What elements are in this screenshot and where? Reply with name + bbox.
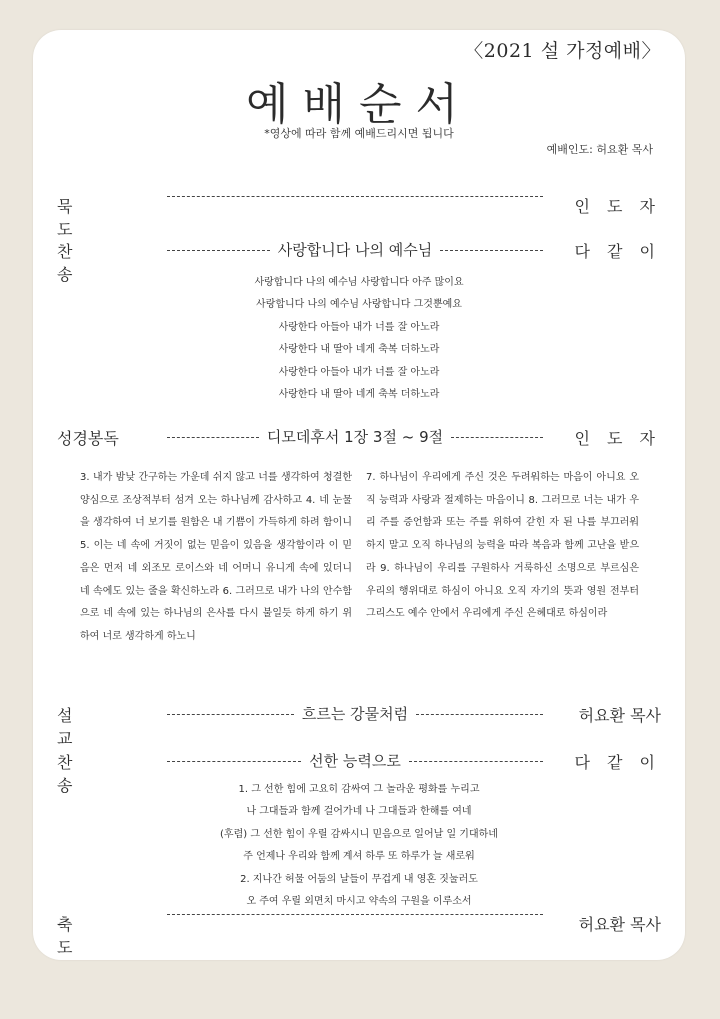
order-label: 설 교	[57, 706, 102, 748]
page-title: 예배순서	[245, 79, 472, 130]
order-performer: 다 같 이	[574, 753, 661, 772]
lyric-line: 1. 그 선한 힘에 고요히 감싸여 그 놀라운 평화를 누리고	[238, 784, 480, 795]
order-label: 축 도	[57, 915, 102, 957]
dotted-leader	[167, 703, 543, 724]
order-performer: 허요환 목사	[578, 915, 661, 934]
lyric-line: 사랑한다 내 딸아 네게 축복 더하노라	[278, 344, 440, 356]
order-performer: 인 도 자	[574, 429, 661, 448]
order-item-scripture	[33, 426, 685, 452]
dotted-leader	[167, 194, 543, 197]
dotted-leader	[167, 912, 543, 915]
lyric-line: 사랑한다 아들아 내가 너를 잘 아노라	[278, 366, 440, 378]
order-performer: 다 같 이	[574, 242, 661, 261]
hymn-2-lyrics	[33, 779, 685, 913]
order-label: 찬 송	[57, 753, 102, 795]
hymn-1-lyrics	[33, 272, 685, 406]
lyric-line: 사랑한다 아들아 내가 너를 잘 아노라	[278, 321, 440, 333]
order-performer: 허요환 목사	[578, 706, 661, 725]
order-item-silent-prayer	[33, 194, 685, 239]
lyric-line: (후렴) 그 선한 힘이 우릴 감싸시니 믿음으로 일어날 일 기대하네	[220, 828, 498, 840]
bulletin-card	[33, 30, 685, 960]
subtitle: *영상에 따라 함께 예배드리시면 됩니다	[264, 127, 454, 140]
lyric-line: 나 그대들과 함께 걸어가네 나 그대들과 한해를 여네	[246, 806, 472, 818]
order-item-benediction	[33, 912, 685, 957]
order-label: 성경봉독	[57, 429, 119, 448]
lyric-line: 2. 지나간 허물 어둠의 날들이 무겁게 내 영혼 짓눌러도	[240, 873, 478, 885]
order-performer: 인 도 자	[574, 197, 661, 216]
scripture-text-left: 3. 내가 밤낮 간구하는 가운데 쉬지 않고 너를 생각하여 청결한 양심으로 조상적부터 섬겨 오는 하나님께 감사하고 4. 네 눈물을 생각하여 너 보기를 원함은 내 기쁨이 가득하게 하려 함이니 5. 이는 네 속에 거짓이 없는 믿음이 있음을 생각함이라 이 믿음은 먼저 네 외조모 로이스와 네 어머니 유니게 속에 있더니 네 속에도 있는 줄을 확신하노라 6. 그러므로 내가 나의 안수함으로 네 속에 있는 하나님의 은사를 다시 불일듯 하게 하기 위하여 너로 생각하게 하노니	[80, 472, 352, 642]
hymn-title: 사랑합니다 나의 예수님	[277, 241, 433, 259]
order-label: 묵 도	[57, 197, 102, 239]
lyric-line: 사랑한다 내 딸아 네게 축복 더하노라	[278, 389, 440, 401]
dotted-leader	[167, 750, 543, 771]
lyric-line: 사랑합니다 나의 예수님 사랑합니다 아주 많이요	[254, 277, 464, 288]
lyric-line: 오 주여 우릴 외면치 마시고 약속의 구원을 이루소서	[246, 896, 472, 908]
lyric-line: 주 언제나 우리와 함께 계셔 하루 또 하루가 늘 새로워	[243, 851, 475, 863]
order-item-sermon	[33, 703, 685, 748]
lyric-line: 사랑합니다 나의 예수님 사랑합니다 그것뿐예요	[256, 299, 462, 311]
sermon-title: 흐르는 강물처럼	[301, 705, 409, 723]
worship-leader: 예배인도: 허요환 목사	[546, 143, 653, 156]
occasion-label: 〈2021 설 가정예배〉	[464, 40, 661, 62]
dotted-leader	[167, 239, 543, 260]
scripture-text-right: 7. 하나님이 우리에게 주신 것은 두려워하는 마음이 아니요 오직 능력과 사랑과 절제하는 마음이니 8. 그러므로 너는 내가 우리 주를 증언함과 또는 주를 위하여 갇힌 자 된 나를 부끄러워하지 말고 오직 하나님의 능력을 따라 복음과 함께 고난을 받으라 9. 하나님이 우리를 구원하사 거룩하신 소명으로 부르심은 우리의 행위대로 하심이 아니요 오직 자기의 뜻과 영원 전부터 그리스도 예수 안에서 우리에게 주신 은혜대로 하심이라	[366, 472, 639, 620]
dotted-leader	[167, 426, 543, 447]
order-label: 찬 송	[57, 242, 102, 284]
scripture-reference: 디모데후서 1장 3절 ~ 9절	[266, 428, 444, 446]
hymn-title: 선한 능력으로	[309, 752, 401, 770]
